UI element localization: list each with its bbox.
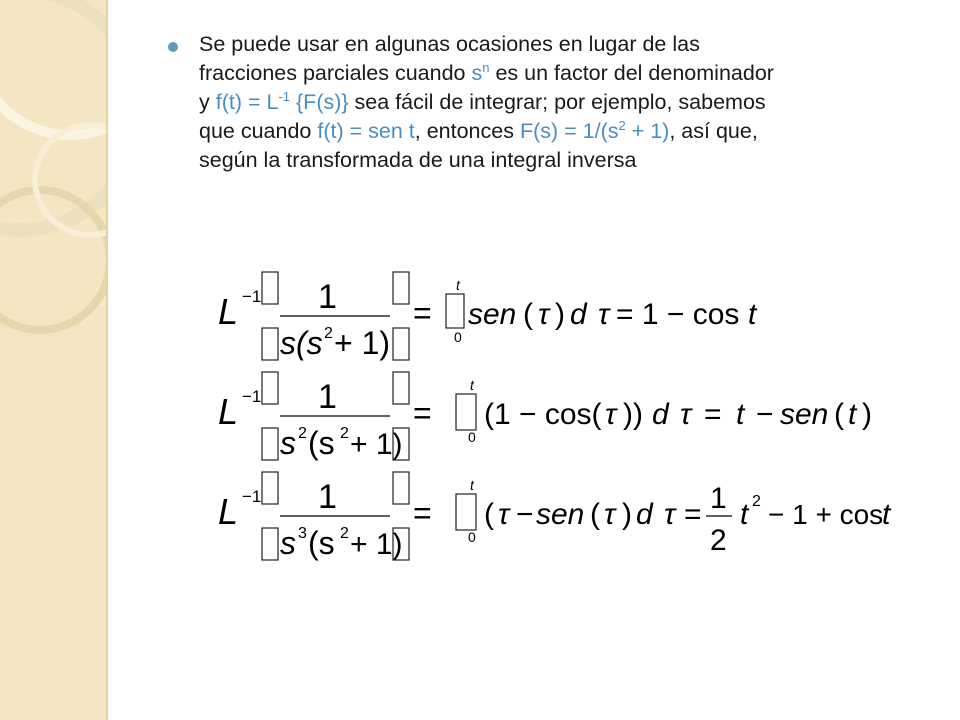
svg-text:s: s bbox=[280, 525, 296, 561]
svg-text:): ) bbox=[555, 298, 565, 331]
svg-text:t: t bbox=[748, 298, 757, 331]
svg-text:(: ( bbox=[834, 398, 844, 431]
svg-text:−: − bbox=[756, 398, 774, 431]
svg-text:t: t bbox=[848, 398, 857, 431]
text-line-5: según la transformada de una integral inversa bbox=[199, 148, 637, 172]
svg-text:=: = bbox=[413, 495, 432, 531]
decorative-circles bbox=[0, 0, 106, 720]
svg-text:(: ( bbox=[590, 498, 600, 531]
text-line-4b: , entonces bbox=[414, 119, 520, 143]
svg-text:L: L bbox=[218, 491, 239, 532]
svg-text:0: 0 bbox=[468, 429, 476, 445]
svg-text:2: 2 bbox=[324, 325, 333, 342]
svg-text:0: 0 bbox=[454, 329, 462, 345]
svg-text:s: s bbox=[280, 425, 296, 461]
svg-text:=: = bbox=[413, 395, 432, 431]
svg-text:2: 2 bbox=[710, 524, 727, 557]
svg-text:τ: τ bbox=[664, 498, 676, 531]
svg-text:sen: sen bbox=[468, 298, 517, 331]
svg-text:τ: τ bbox=[598, 298, 610, 331]
svg-text:0: 0 bbox=[468, 529, 476, 545]
svg-text:2: 2 bbox=[340, 525, 349, 542]
svg-text:t: t bbox=[470, 377, 474, 393]
text-line-1: Se puede usar en algunas ocasiones en lugar de las bbox=[199, 32, 700, 56]
equations-block bbox=[200, 262, 900, 572]
svg-text:=: = bbox=[413, 295, 432, 331]
svg-text:)): )) bbox=[623, 398, 643, 431]
svg-text:1: 1 bbox=[318, 478, 337, 516]
svg-text:1: 1 bbox=[318, 378, 337, 416]
bullet-icon bbox=[168, 42, 178, 52]
svg-text:2: 2 bbox=[752, 493, 761, 510]
text-line-3b: sea fácil de integrar; por ejemplo, sabemos bbox=[348, 90, 766, 114]
sidebar-border bbox=[106, 0, 108, 720]
svg-text:): ) bbox=[622, 498, 632, 531]
svg-text:τ: τ bbox=[604, 498, 616, 531]
s-n-term: $s^n$ bbox=[471, 59, 490, 85]
svg-text:d: d bbox=[636, 498, 653, 531]
svg-text:τ: τ bbox=[498, 498, 510, 531]
text-line-4a: que cuando bbox=[199, 119, 318, 143]
svg-text:−1: −1 bbox=[242, 387, 262, 406]
svg-text:t: t bbox=[470, 477, 474, 493]
svg-text:2: 2 bbox=[340, 425, 349, 442]
text-line-4c: , así que, bbox=[669, 119, 758, 143]
svg-text:− 1 + cos: − 1 + cos bbox=[768, 499, 884, 530]
equation-1 bbox=[218, 272, 758, 361]
svg-text:+ 1): + 1) bbox=[350, 428, 403, 461]
svg-text:(1 − cos(: (1 − cos( bbox=[484, 398, 602, 431]
F-s-term: $F(s) = 1/(s^2 + 1)$ bbox=[519, 117, 670, 143]
svg-text:L: L bbox=[218, 391, 239, 432]
svg-text:t: t bbox=[736, 398, 745, 431]
svg-text:1: 1 bbox=[710, 482, 727, 515]
text-line-2a: fracciones parciales cuando bbox=[199, 61, 472, 85]
svg-text:=: = bbox=[684, 498, 702, 531]
f-t-sen-term: f(t) = sen t bbox=[317, 119, 415, 143]
paragraph-text bbox=[199, 30, 929, 175]
decorative-sidebar bbox=[0, 0, 106, 720]
svg-text:(s: (s bbox=[308, 525, 335, 561]
text-line-3y: y bbox=[199, 90, 216, 114]
equation-3 bbox=[218, 472, 892, 561]
svg-text:t: t bbox=[740, 498, 749, 531]
inverse-transform-term: $f(t) = L^{-1}$ {F(s)} bbox=[215, 88, 349, 114]
svg-text:= 1 − cos: = 1 − cos bbox=[616, 298, 740, 331]
svg-text:3: 3 bbox=[298, 525, 307, 542]
svg-text:t: t bbox=[456, 277, 460, 293]
svg-text:−1: −1 bbox=[242, 287, 262, 306]
svg-text:): ) bbox=[862, 398, 872, 431]
svg-text:2: 2 bbox=[298, 425, 307, 442]
svg-text:t: t bbox=[882, 498, 891, 531]
svg-text:(s: (s bbox=[308, 425, 335, 461]
svg-text:1: 1 bbox=[318, 278, 337, 316]
svg-text:s(s: s(s bbox=[280, 325, 323, 361]
svg-text:d: d bbox=[652, 398, 669, 431]
svg-text:(: ( bbox=[523, 298, 533, 331]
svg-text:τ: τ bbox=[538, 298, 550, 331]
svg-text:τ: τ bbox=[680, 398, 692, 431]
svg-text:d: d bbox=[570, 298, 587, 331]
svg-text:−: − bbox=[516, 498, 534, 531]
svg-text:(: ( bbox=[484, 498, 494, 531]
svg-text:+ 1): + 1) bbox=[334, 325, 391, 361]
svg-text:L: L bbox=[218, 291, 239, 332]
text-line-2b: es un factor del denominador bbox=[489, 61, 774, 85]
svg-text:sen: sen bbox=[536, 498, 585, 531]
svg-text:−1: −1 bbox=[242, 487, 262, 506]
svg-text:τ: τ bbox=[605, 398, 617, 431]
svg-text:sen: sen bbox=[780, 398, 829, 431]
equation-2 bbox=[218, 372, 872, 461]
svg-text:+ 1): + 1) bbox=[350, 528, 403, 561]
svg-text:=: = bbox=[704, 398, 722, 431]
